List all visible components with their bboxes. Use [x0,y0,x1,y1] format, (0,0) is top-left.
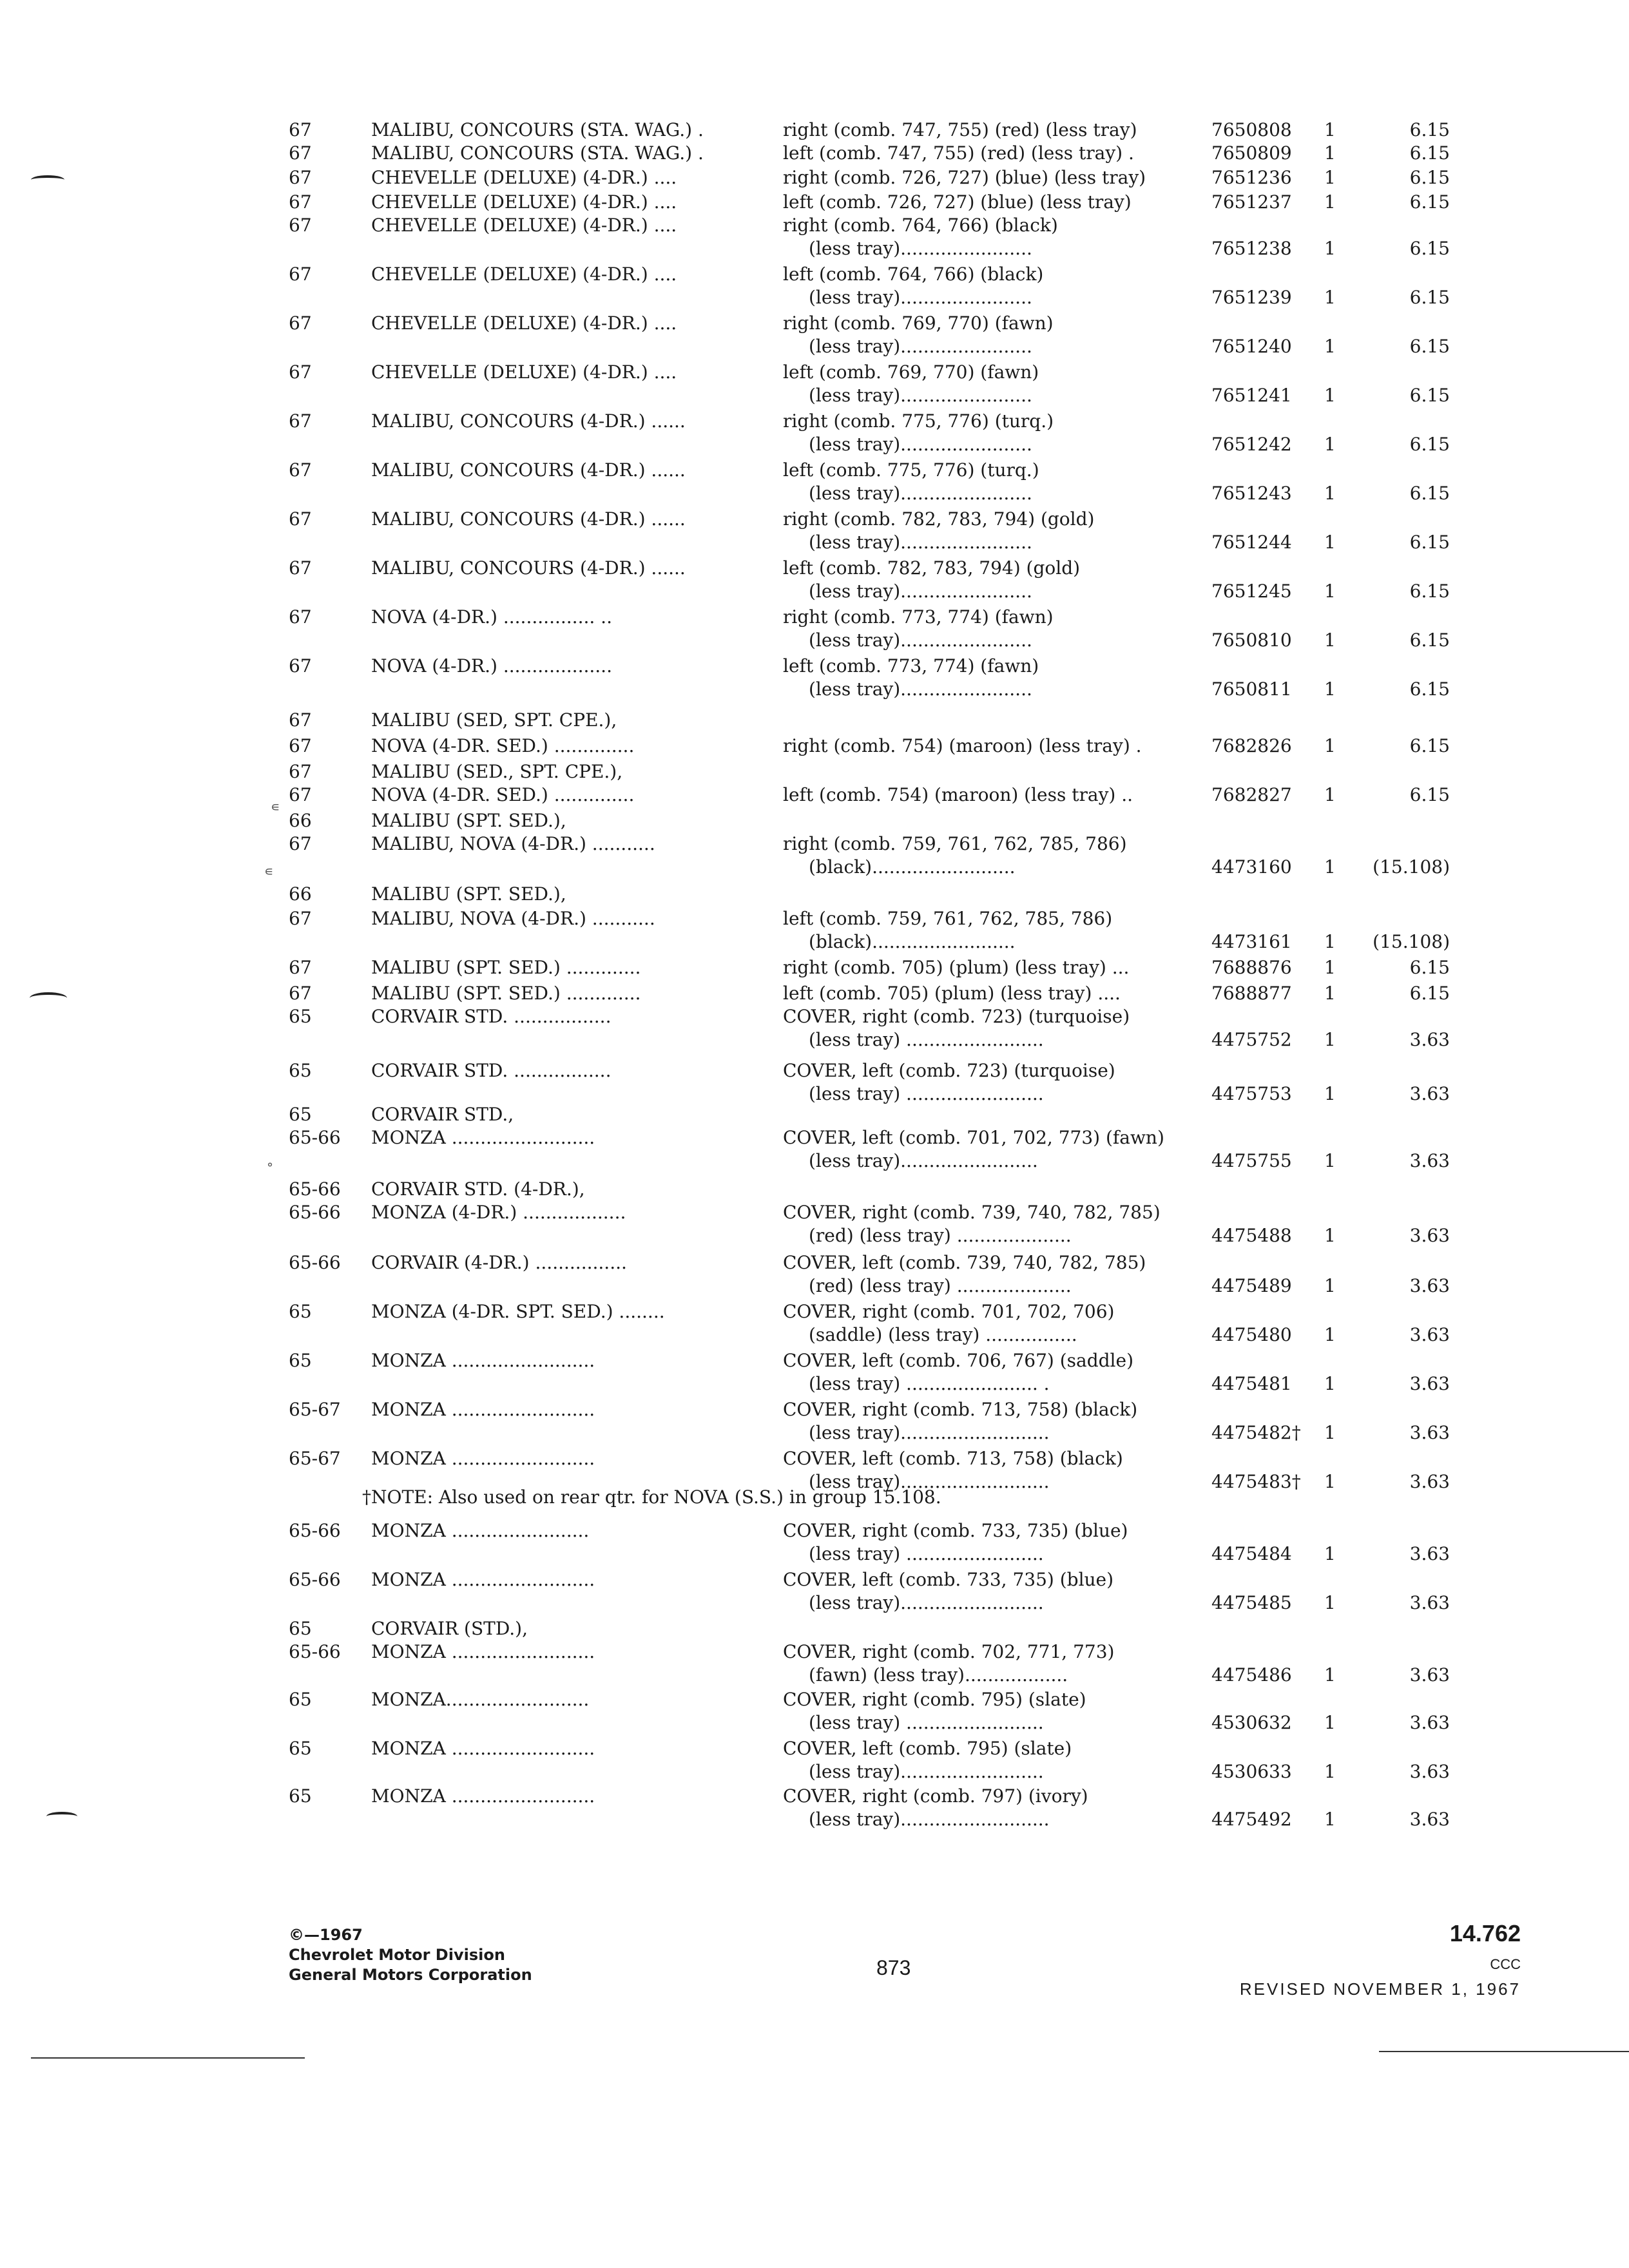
model-cell: MONZA (4-DR. SPT. SED.) ........ [371,1301,665,1322]
division-name: Chevrolet Motor Division [289,1946,505,1964]
price-cell: 6.15 [1409,532,1450,553]
description-continuation: (less tray).......................... [809,1422,1050,1443]
quantity-cell: 1 [1324,678,1336,700]
model-cell: MALIBU (SPT. SED.), [371,883,566,905]
model-cell: MALIBU, CONCOURS (STA. WAG.) . [371,119,704,140]
price-cell: 3.63 [1409,1422,1450,1443]
year-cell: 67 [289,606,312,628]
part-number-cell: 4473161 [1211,931,1292,952]
quantity-cell: 1 [1324,1422,1336,1443]
part-number-cell: 7650810 [1211,629,1292,651]
quantity-cell: 1 [1324,1324,1336,1345]
model-cell: MONZA ......................... [371,1127,595,1148]
price-cell: 3.63 [1409,1592,1450,1613]
description-continuation: (less tray) ........................ [809,1029,1044,1050]
description-cell: left (comb. 773, 774) (fawn) [783,655,1039,677]
year-cell: 66 [289,810,312,831]
model-cell: CORVAIR STD. ................. [371,1060,612,1081]
model-cell: MONZA ......................... [371,1641,595,1662]
year-cell: 67 [289,508,312,530]
price-cell: 3.63 [1409,1543,1450,1564]
footnote: †NOTE: Also used on rear qtr. for NOVA (S.S.) in group 15.108. [362,1486,941,1508]
description-cell: right (comb. 705) (plum) (less tray) ... [783,957,1130,978]
quantity-cell: 1 [1324,856,1336,878]
year-cell: 67 [289,264,312,285]
price-cell: 3.63 [1409,1029,1450,1050]
model-cell: MONZA ......................... [371,1350,595,1371]
margin-mark [46,1812,77,1821]
description-continuation: (less tray).......................... [809,1471,1050,1492]
year-cell: 65-66 [289,1641,341,1662]
model-cell: MONZA ......................... [371,1738,595,1759]
part-number-cell: 4475485 [1211,1592,1292,1613]
price-cell: 6.15 [1409,983,1450,1004]
part-number-cell: 4475481 [1211,1373,1292,1394]
price-cell: 3.63 [1409,1712,1450,1733]
part-number-cell: 7651244 [1211,532,1292,553]
quantity-cell: 1 [1324,1712,1336,1733]
quantity-cell: 1 [1324,191,1336,213]
price-cell: 6.15 [1409,167,1450,188]
description-cell: right (comb. 773, 774) (fawn) [783,606,1054,628]
year-cell: 65-67 [289,1399,341,1420]
bottom-right-rule [1379,2051,1629,2052]
model-cell: MONZA ......................... [371,1569,595,1590]
model-cell: MALIBU (SPT. SED.), [371,810,566,831]
part-number-cell: 7682826 [1211,735,1292,756]
description-cell: COVER, right (comb. 702, 771, 773) [783,1641,1115,1662]
description-continuation: (less tray)....................... [809,532,1032,553]
year-cell: 65 [289,1785,312,1807]
year-cell: 67 [289,655,312,677]
description-cell: left (comb. 747, 755) (red) (less tray) . [783,142,1134,164]
year-cell: 65 [289,1350,312,1371]
model-cell: MALIBU, CONCOURS (4-DR.) ...... [371,508,686,530]
description-cell: COVER, left (comb. 706, 767) (saddle) [783,1350,1134,1371]
description-cell: right (comb. 775, 776) (turq.) [783,410,1054,432]
price-cell: 3.63 [1409,1664,1450,1686]
description-continuation: (black)......................... [809,931,1016,952]
description-cell: left (comb. 726, 727) (blue) (less tray) [783,191,1132,213]
year-cell: 67 [289,557,312,579]
part-number-cell: 7682827 [1211,784,1292,805]
description-cell: COVER, left (comb. 733, 735) (blue) [783,1569,1114,1590]
model-cell: CHEVELLE (DELUXE) (4-DR.) .... [371,312,677,334]
description-continuation: (less tray)......................... [809,1761,1044,1782]
description-continuation: (less tray).......................... [809,1809,1050,1830]
description-cell: COVER, right (comb. 733, 735) (blue) [783,1520,1128,1541]
part-number-cell: 7650811 [1211,678,1292,700]
description-cell: COVER, right (comb. 713, 758) (black) [783,1399,1138,1420]
model-cell: MALIBU, CONCOURS (4-DR.) ...... [371,459,686,481]
year-cell: 67 [289,957,312,978]
quantity-cell: 1 [1324,1592,1336,1613]
price-cell: 6.15 [1409,784,1450,805]
description-continuation: (less tray)....................... [809,238,1032,259]
part-number-cell: 4530632 [1211,1712,1292,1733]
price-cell: 3.63 [1409,1083,1450,1104]
part-number-cell: 4475483† [1211,1471,1301,1492]
year-cell: 67 [289,215,312,236]
quantity-cell: 1 [1324,1471,1336,1492]
description-cell: COVER, left (comb. 713, 758) (black) [783,1448,1123,1469]
price-cell: 6.15 [1409,483,1450,504]
description-cell: right (comb. 759, 761, 762, 785, 786) [783,833,1127,854]
year-cell: 67 [289,410,312,432]
description-cell: left (comb. 782, 783, 794) (gold) [783,557,1081,579]
description-continuation: (saddle) (less tray) ................ [809,1324,1077,1345]
part-number-cell: 4475488 [1211,1225,1292,1246]
description-cell: right (comb. 782, 783, 794) (gold) [783,508,1095,530]
margin-speck: ∊ [271,799,280,814]
price-cell: (15.108) [1373,856,1450,878]
model-cell: MONZA ......................... [371,1448,595,1469]
quantity-cell: 1 [1324,581,1336,602]
year-cell: 65-67 [289,1448,341,1469]
model-cell: MONZA ......................... [371,1785,595,1807]
model-cell: CORVAIR STD. ................. [371,1006,612,1027]
part-number-cell: 7651243 [1211,483,1292,504]
quantity-cell: 1 [1324,532,1336,553]
quantity-cell: 1 [1324,483,1336,504]
part-number-cell: 7651237 [1211,191,1292,213]
model-cell: CHEVELLE (DELUXE) (4-DR.) .... [371,167,677,188]
model-cell: MALIBU (SED., SPT. CPE.), [371,761,623,782]
description-continuation: (less tray)....................... [809,287,1032,308]
price-cell: 3.63 [1409,1275,1450,1296]
description-continuation: (less tray)....................... [809,483,1032,504]
description-cell: left (comb. 775, 776) (turq.) [783,459,1039,481]
quantity-cell: 1 [1324,142,1336,164]
year-cell: 65-66 [289,1127,341,1148]
quantity-cell: 1 [1324,1083,1336,1104]
description-continuation: (less tray)....................... [809,385,1032,406]
quantity-cell: 1 [1324,1275,1336,1296]
description-continuation: (red) (less tray) .................... [809,1225,1072,1246]
model-cell: MONZA (4-DR.) .................. [371,1202,626,1223]
price-cell: 6.15 [1409,957,1450,978]
part-number-cell: 4530633 [1211,1761,1292,1782]
price-cell: 6.15 [1409,336,1450,357]
corporation-name: General Motors Corporation [289,1966,532,1984]
model-cell: NOVA (4-DR. SED.) .............. [371,784,635,805]
price-cell: 6.15 [1409,678,1450,700]
quantity-cell: 1 [1324,1373,1336,1394]
margin-mark [31,175,64,184]
description-continuation: (less tray) ........................ [809,1712,1044,1733]
quantity-cell: 1 [1324,735,1336,756]
part-number-cell: 4475753 [1211,1083,1292,1104]
description-continuation: (less tray)........................ [809,1150,1038,1171]
quantity-cell: 1 [1324,1029,1336,1050]
year-cell: 67 [289,709,312,731]
description-cell: COVER, right (comb. 739, 740, 782, 785) [783,1202,1161,1223]
quantity-cell: 1 [1324,1809,1336,1830]
description-cell: left (comb. 764, 766) (black) [783,264,1044,285]
part-number-cell: 4475482† [1211,1422,1301,1443]
model-cell: MALIBU, CONCOURS (4-DR.) ...... [371,410,686,432]
model-cell: CORVAIR STD. (4-DR.), [371,1178,585,1200]
description-cell: right (comb. 747, 755) (red) (less tray) [783,119,1137,140]
catalog-code: CCC [1490,1956,1521,1972]
part-number-cell: 4475484 [1211,1543,1292,1564]
quantity-cell: 1 [1324,434,1336,455]
model-cell: NOVA (4-DR. SED.) .............. [371,735,635,756]
description-cell: COVER, right (comb. 797) (ivory) [783,1785,1088,1807]
description-continuation: (less tray)......................... [809,1592,1044,1613]
price-cell: 3.63 [1409,1809,1450,1830]
description-cell: COVER, right (comb. 795) (slate) [783,1689,1086,1710]
part-number-cell: 4475755 [1211,1150,1292,1171]
year-cell: 65 [289,1006,312,1027]
quantity-cell: 1 [1324,1664,1336,1686]
quantity-cell: 1 [1324,287,1336,308]
price-cell: (15.108) [1373,931,1450,952]
description-cell: COVER, left (comb. 701, 702, 773) (fawn) [783,1127,1164,1148]
model-cell: NOVA (4-DR.) ................... [371,655,612,677]
year-cell: 65 [289,1301,312,1322]
description-continuation: (less tray) ....................... . [809,1373,1050,1394]
year-cell: 67 [289,361,312,383]
price-cell: 3.63 [1409,1150,1450,1171]
part-number-cell: 7688877 [1211,983,1292,1004]
model-cell: MALIBU, NOVA (4-DR.) ........... [371,908,655,929]
description-continuation: (black)......................... [809,856,1016,878]
model-cell: CHEVELLE (DELUXE) (4-DR.) .... [371,361,677,383]
model-cell: MONZA ......................... [371,1399,595,1420]
price-cell: 6.15 [1409,287,1450,308]
price-cell: 6.15 [1409,385,1450,406]
part-number-cell: 7650808 [1211,119,1292,140]
model-cell: MONZA ........................ [371,1520,590,1541]
quantity-cell: 1 [1324,957,1336,978]
model-cell: CHEVELLE (DELUXE) (4-DR.) .... [371,264,677,285]
description-cell: COVER, right (comb. 701, 702, 706) [783,1301,1115,1322]
description-continuation: (less tray) ........................ [809,1543,1044,1564]
part-number-cell: 4475489 [1211,1275,1292,1296]
model-cell: MALIBU (SED, SPT. CPE.), [371,709,617,731]
quantity-cell: 1 [1324,1543,1336,1564]
price-cell: 6.15 [1409,629,1450,651]
year-cell: 67 [289,908,312,929]
part-number-cell: 4473160 [1211,856,1292,878]
description-continuation: (less tray)....................... [809,581,1032,602]
model-cell: MALIBU, CONCOURS (4-DR.) ...... [371,557,686,579]
part-number-cell: 7651236 [1211,167,1292,188]
part-number-cell: 4475752 [1211,1029,1292,1050]
description-continuation: (less tray)....................... [809,336,1032,357]
part-number-cell: 7688876 [1211,957,1292,978]
description-cell: left (comb. 769, 770) (fawn) [783,361,1039,383]
price-cell: 3.63 [1409,1324,1450,1345]
copyright: ©—1967 [289,1926,363,1944]
model-cell: CHEVELLE (DELUXE) (4-DR.) .... [371,215,677,236]
price-cell: 3.63 [1409,1471,1450,1492]
description-continuation: (less tray)....................... [809,678,1032,700]
year-cell: 67 [289,312,312,334]
quantity-cell: 1 [1324,931,1336,952]
year-cell: 67 [289,761,312,782]
year-cell: 67 [289,784,312,805]
year-cell: 65-66 [289,1569,341,1590]
year-cell: 65 [289,1738,312,1759]
quantity-cell: 1 [1324,629,1336,651]
part-number-cell: 7651239 [1211,287,1292,308]
quantity-cell: 1 [1324,167,1336,188]
model-cell: CORVAIR (STD.), [371,1618,528,1639]
year-cell: 67 [289,119,312,140]
year-cell: 65-66 [289,1202,341,1223]
description-continuation: (fawn) (less tray).................. [809,1664,1068,1686]
part-number-cell: 7651241 [1211,385,1292,406]
description-cell: COVER, left (comb. 723) (turquoise) [783,1060,1115,1081]
price-cell: 6.15 [1409,581,1450,602]
model-cell: CORVAIR STD., [371,1104,514,1125]
price-cell: 3.63 [1409,1373,1450,1394]
description-cell: right (comb. 754) (maroon) (less tray) . [783,735,1142,756]
year-cell: 65 [289,1104,312,1125]
quantity-cell: 1 [1324,385,1336,406]
year-cell: 67 [289,735,312,756]
publisher-block [289,1925,532,1985]
description-cell: left (comb. 759, 761, 762, 785, 786) [783,908,1113,929]
description-cell: left (comb. 754) (maroon) (less tray) .. [783,784,1133,805]
description-cell: right (comb. 764, 766) (black) [783,215,1058,236]
model-cell: MALIBU (SPT. SED.) ............. [371,983,641,1004]
description-cell: right (comb. 726, 727) (blue) (less tray) [783,167,1146,188]
description-continuation: (less tray)....................... [809,434,1032,455]
year-cell: 67 [289,833,312,854]
part-number-cell: 4475492 [1211,1809,1292,1830]
part-number-cell: 7650809 [1211,142,1292,164]
year-cell: 65-66 [289,1252,341,1273]
quantity-cell: 1 [1324,119,1336,140]
model-cell: NOVA (4-DR.) ................ .. [371,606,612,628]
model-cell: CHEVELLE (DELUXE) (4-DR.) .... [371,191,677,213]
year-cell: 65-66 [289,1520,341,1541]
year-cell: 65 [289,1618,312,1639]
part-number-cell: 7651240 [1211,336,1292,357]
bottom-left-rule [31,2057,305,2059]
quantity-cell: 1 [1324,238,1336,259]
revision-block [1211,1920,1521,1999]
description-cell: right (comb. 769, 770) (fawn) [783,312,1054,334]
description-cell: left (comb. 705) (plum) (less tray) .... [783,983,1121,1004]
description-cell: COVER, left (comb. 795) (slate) [783,1738,1072,1759]
quantity-cell: 1 [1324,1761,1336,1782]
part-number-cell: 7651245 [1211,581,1292,602]
year-cell: 65 [289,1060,312,1081]
quantity-cell: 1 [1324,336,1336,357]
group-number: 14.762 [1449,1920,1521,1946]
year-cell: 65 [289,1689,312,1710]
part-number-cell: 4475486 [1211,1664,1292,1686]
margin-mark [30,992,67,1004]
part-number-cell: 4475480 [1211,1324,1292,1345]
year-cell: 65-66 [289,1178,341,1200]
year-cell: 67 [289,167,312,188]
quantity-cell: 1 [1324,784,1336,805]
year-cell: 66 [289,883,312,905]
price-cell: 6.15 [1409,735,1450,756]
year-cell: 67 [289,459,312,481]
price-cell: 3.63 [1409,1225,1450,1246]
margin-speck: ° [267,1160,273,1175]
description-continuation: (red) (less tray) .................... [809,1275,1072,1296]
model-cell: CORVAIR (4-DR.) ................ [371,1252,627,1273]
model-cell: MALIBU, NOVA (4-DR.) ........... [371,833,655,854]
price-cell: 6.15 [1409,142,1450,164]
model-cell: MONZA......................... [371,1689,590,1710]
margin-speck: ∊ [264,863,274,879]
price-cell: 6.15 [1409,238,1450,259]
page-number: 873 [876,1956,911,1979]
price-cell: 6.15 [1409,119,1450,140]
price-cell: 3.63 [1409,1761,1450,1782]
model-cell: MALIBU (SPT. SED.) ............. [371,957,641,978]
description-continuation: (less tray) ........................ [809,1083,1044,1104]
year-cell: 67 [289,191,312,213]
year-cell: 67 [289,142,312,164]
price-cell: 6.15 [1409,191,1450,213]
year-cell: 67 [289,983,312,1004]
description-cell: COVER, left (comb. 739, 740, 782, 785) [783,1252,1146,1273]
part-number-cell: 7651238 [1211,238,1292,259]
model-cell: MALIBU, CONCOURS (STA. WAG.) . [371,142,704,164]
quantity-cell: 1 [1324,1225,1336,1246]
revision-date: REVISED NOVEMBER 1, 1967 [1239,1979,1521,1999]
quantity-cell: 1 [1324,983,1336,1004]
part-number-cell: 7651242 [1211,434,1292,455]
description-cell: COVER, right (comb. 723) (turquoise) [783,1006,1130,1027]
price-cell: 6.15 [1409,434,1450,455]
description-continuation: (less tray)....................... [809,629,1032,651]
quantity-cell: 1 [1324,1150,1336,1171]
